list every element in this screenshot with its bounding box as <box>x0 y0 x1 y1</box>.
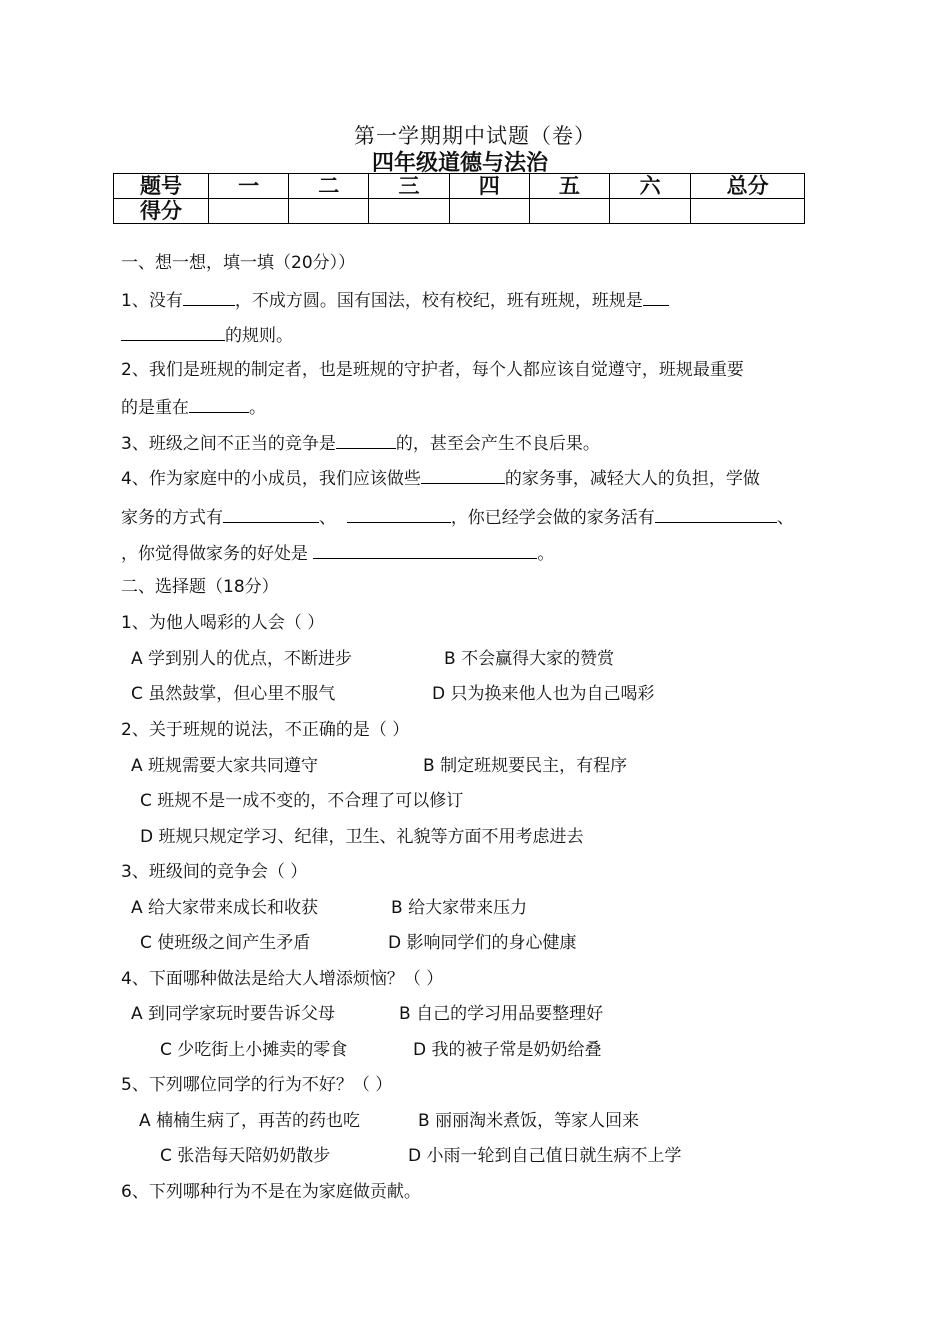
score-table-header-row <box>114 174 805 199</box>
option-a[interactable]: A 到同学家玩时要告诉父母 <box>131 1004 336 1024</box>
question-text: 的，甚至会产生不良后果。 <box>395 434 600 454</box>
question-line <box>121 395 266 419</box>
question-line <box>121 288 669 312</box>
score-input-cell[interactable] <box>209 199 289 224</box>
score-input-cell[interactable] <box>529 199 609 224</box>
score-table <box>113 173 805 224</box>
score-cell: 一 <box>209 174 289 199</box>
option-c[interactable]: C 班规不是一成不变的，不合理了可以修订 <box>140 791 464 811</box>
option-a[interactable]: A 给大家带来成长和收获 <box>131 898 319 918</box>
score-input-cell[interactable] <box>289 199 369 224</box>
section2-heading: 二、选择题（18分） <box>121 577 279 597</box>
answer-blank[interactable] <box>183 288 235 306</box>
option-d[interactable]: D 小雨一轮到自己值日就生病不上学 <box>408 1146 682 1166</box>
score-cell: 六 <box>610 174 691 199</box>
question-stem: 4、下面哪种做法是给大人增添烦恼？（ ） <box>121 969 444 989</box>
answer-blank[interactable] <box>421 466 505 484</box>
question-line <box>121 466 760 490</box>
question-stem: 6、下列哪种行为不是在为家庭做贡献。 <box>121 1182 421 1202</box>
score-cell: 题号 <box>114 174 209 199</box>
answer-blank[interactable] <box>347 505 451 523</box>
question-text: 的家务事，减轻大人的负担，学做 <box>504 469 760 489</box>
answer-blank[interactable] <box>336 431 396 449</box>
option-d[interactable]: D 我的被子常是奶奶给叠 <box>413 1040 602 1060</box>
option-a[interactable]: A 楠楠生病了，再苦的药也吃 <box>139 1111 361 1131</box>
question-text: 。 <box>249 398 266 418</box>
section1-heading: 一、想一想，填一填（20分）） <box>121 253 356 273</box>
option-b[interactable]: B 自己的学习用品要整理好 <box>399 1004 604 1024</box>
score-cell: 四 <box>449 174 529 199</box>
question-line <box>121 431 600 455</box>
answer-blank[interactable] <box>313 541 537 559</box>
option-c[interactable]: C 虽然鼓掌，但心里不服气 <box>131 684 336 704</box>
answer-blank[interactable] <box>121 323 225 341</box>
option-c[interactable]: C 张浩每天陪奶奶散步 <box>160 1146 331 1166</box>
option-c[interactable]: C 使班级之间产生矛盾 <box>140 933 311 953</box>
question-text: 3、班级之间不正当的竞争是 <box>121 434 336 454</box>
score-cell: 二 <box>289 174 369 199</box>
question-line <box>121 323 293 347</box>
score-cell: 得分 <box>114 199 209 224</box>
option-d[interactable]: D 影响同学们的身心健康 <box>388 933 577 953</box>
score-input-cell[interactable] <box>449 199 529 224</box>
answer-blank[interactable] <box>643 288 669 306</box>
question-line: 2、我们是班规的制定者，也是班规的守护者，每个人都应该自觉遵守，班规最重要 <box>121 360 744 380</box>
score-input-cell[interactable] <box>610 199 691 224</box>
question-text: 家务的方式有 <box>121 508 223 528</box>
question-text: 4、作为家庭中的小成员，我们应该做些 <box>121 469 421 489</box>
option-a[interactable]: A 班规需要大家共同遵守 <box>131 756 319 776</box>
answer-blank[interactable] <box>655 505 777 523</box>
score-input-cell[interactable] <box>369 199 449 224</box>
exam-title: 第一学期期中试题（卷） <box>354 124 596 148</box>
score-table-score-row <box>114 199 805 224</box>
answer-blank[interactable] <box>189 395 249 413</box>
question-text: ，你觉得做家务的好处是 <box>121 544 308 564</box>
option-b[interactable]: B 丽丽淘米煮饭，等家人回来 <box>418 1111 640 1131</box>
option-b[interactable]: B 不会赢得大家的赞赏 <box>444 649 615 669</box>
question-text: 的是重在 <box>121 398 189 418</box>
question-text: 、 <box>776 508 794 528</box>
option-d[interactable]: D 只为换来他人也为自己喝彩 <box>432 684 655 704</box>
question-line <box>121 505 794 529</box>
question-line <box>121 541 554 565</box>
question-stem: 3、班级间的竞争会（ ） <box>121 862 308 882</box>
question-text: 的规则。 <box>225 326 293 346</box>
question-stem: 5、下列哪位同学的行为不好？（ ） <box>121 1075 393 1095</box>
question-text: 、 <box>319 508 336 528</box>
question-stem: 2、关于班规的说法，不正确的是（ ） <box>121 720 410 740</box>
question-stem: 1、为他人喝彩的人会（ ） <box>121 613 325 633</box>
answer-blank[interactable] <box>223 505 319 523</box>
option-a[interactable]: A 学到别人的优点，不断进步 <box>131 649 353 669</box>
score-cell: 三 <box>369 174 449 199</box>
score-input-cell[interactable] <box>691 199 805 224</box>
question-text: 。 <box>537 544 555 564</box>
score-cell: 总分 <box>691 174 805 199</box>
question-text: 1、没有 <box>121 291 183 311</box>
question-text: ，不成方圆。国有国法，校有校纪，班有班规，班规是 <box>234 291 643 311</box>
option-c[interactable]: C 少吃街上小摊卖的零食 <box>160 1040 348 1060</box>
score-cell: 五 <box>529 174 609 199</box>
question-text: ，你已经学会做的家务活有 <box>450 508 655 528</box>
option-d[interactable]: D 班规只规定学习、纪律，卫生、礼貌等方面不用考虑进去 <box>140 827 584 847</box>
option-b[interactable]: B 制定班规要民主，有程序 <box>423 756 628 776</box>
exam-subtitle: 四年级道德与法治 <box>371 151 548 176</box>
option-b[interactable]: B 给大家带来压力 <box>391 898 528 918</box>
